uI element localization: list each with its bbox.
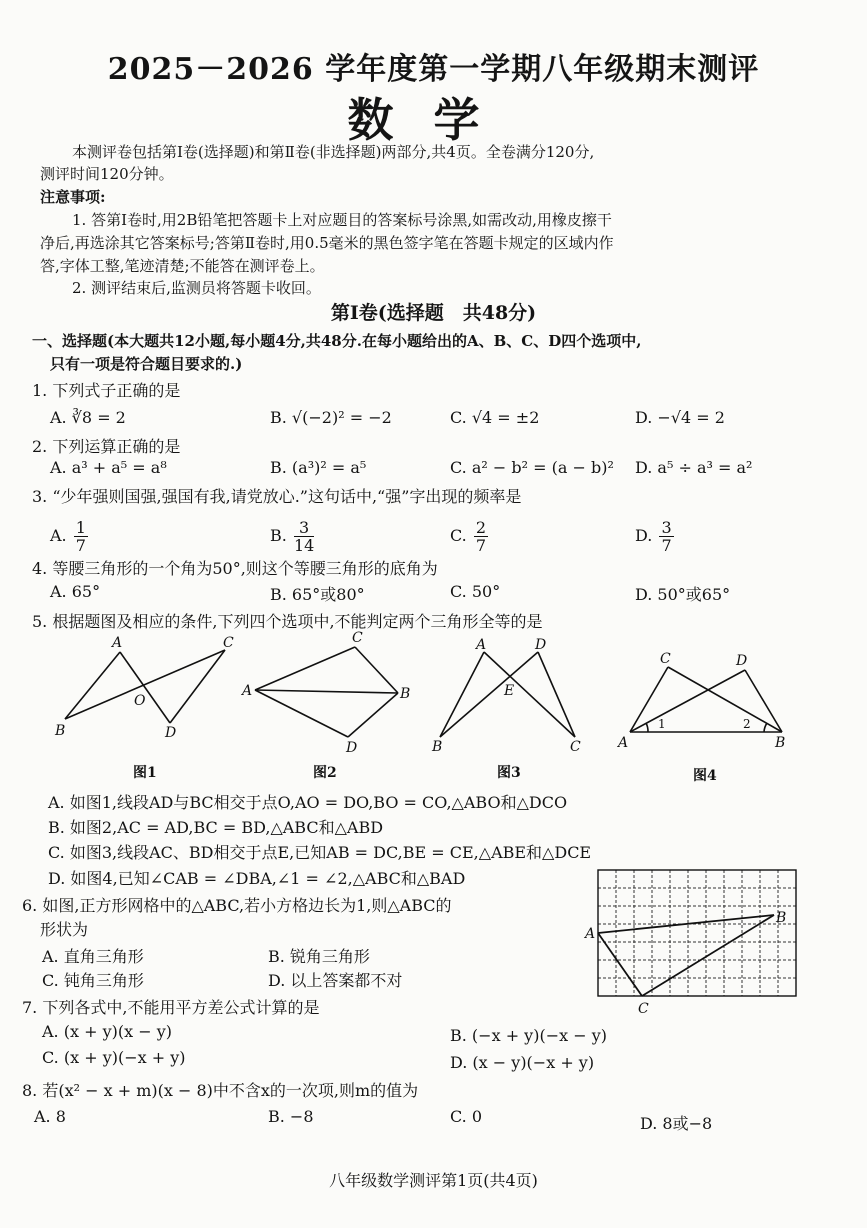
notes-item1-l2: 净后,再选涂其它答案标号;答第Ⅱ卷时,用0.5毫米的黑色签字笔在答题卡规定的区域内作: [40, 234, 614, 252]
q5-option-a: A. 如图1,线段AD与BC相交于点O,AO = DO,BO = CO,△ABO和△DCO: [48, 793, 568, 812]
q1-option-c: C. √4 = ±2: [450, 408, 540, 427]
q4-option-a: A. 65°: [50, 582, 101, 601]
fig3-caption: 图3: [497, 765, 521, 781]
fig2-label-a: A: [242, 683, 253, 699]
q7-option-c: C. (x + y)(−x + y): [42, 1048, 186, 1067]
q6-triangle: [598, 915, 774, 996]
page-footer: 八年级数学测评第1页(共4页): [329, 1171, 538, 1190]
q6-option-d: D. 以上答案都不对: [268, 971, 403, 990]
q7-stem: 7. 下列各式中,不能用平方差公式计算的是: [22, 998, 320, 1017]
q5-figures: [0, 625, 867, 785]
q3-stem: 3. “少年强则国强,强国有我,请党放心.”这句话中,“强”字出现的频率是: [32, 487, 522, 506]
intro-line1: 本测评卷包括第Ⅰ卷(选择题)和第Ⅱ卷(非选择题)两部分,共4页。全卷满分120分,: [72, 143, 595, 161]
q4-option-d: D. 50°或65°: [635, 585, 731, 604]
q3-option-c: C. $\frac{2}{7}$: [450, 518, 487, 555]
q6-label-c: C: [638, 1001, 649, 1017]
fig1-label-d: D: [165, 725, 177, 741]
fig3-label-d: D: [535, 637, 547, 653]
q7-option-d: D. (x − y)(−x + y): [450, 1053, 595, 1072]
q1-option-a: A. ∛8 = 2: [50, 408, 126, 427]
fig2-caption: 图2: [313, 765, 337, 781]
q2-option-c: C. a² − b² = (a − b)²: [450, 458, 614, 477]
fig2-label-b: B: [400, 686, 411, 702]
q2-option-a: A. a³ + a⁵ = a⁸: [50, 458, 167, 477]
q8-option-a: A. 8: [34, 1107, 66, 1126]
notes-item1-l1: 1. 答第Ⅰ卷时,用2B铅笔把答题卡上对应题目的答案标号涂黑,如需改动,用橡皮擦干: [72, 211, 612, 229]
q1-option-b: B. √(−2)² = −2: [270, 408, 392, 427]
q6-stem-l2: 形状为: [40, 920, 89, 939]
q6-grid-lines: [598, 870, 796, 996]
fig3-label-e: E: [504, 683, 515, 699]
fig2-label-d: D: [346, 740, 358, 756]
notes-heading: 注意事项:: [40, 188, 106, 206]
q8-option-d: D. 8或−8: [640, 1114, 713, 1133]
fig1-label-c: C: [223, 635, 234, 651]
fig3-label-a: A: [476, 637, 487, 653]
q5-option-b: B. 如图2,AC = AD,BC = BD,△ABC和△ABD: [48, 818, 384, 837]
q4-option-c: C. 50°: [450, 582, 501, 601]
exam-title: 2025－2026 学年度第一学期八年级期末测评: [107, 52, 760, 87]
fig3-label-b: B: [432, 739, 443, 755]
q3-option-d: D. $\frac{3}{7}$: [635, 518, 672, 555]
q2-option-b: B. (a³)² = a⁵: [270, 458, 367, 477]
fig4-angle-2: 2: [743, 717, 751, 731]
section-instruction-l2: 只有一项是符合题目要求的.): [50, 355, 243, 373]
fig4-label-b: B: [775, 735, 786, 751]
notes-item2: 2. 测评结束后,监测员将答题卡收回。: [72, 279, 321, 297]
q5-option-d: D. 如图4,已知∠CAB = ∠DBA,∠1 = ∠2,△ABC和△BAD: [48, 869, 466, 888]
q8-option-b: B. −8: [268, 1107, 314, 1126]
fig1-caption: 图1: [133, 765, 157, 781]
q6-option-b: B. 锐角三角形: [268, 947, 370, 966]
fig4-angle-1: 1: [658, 717, 666, 731]
q5-option-c: C. 如图3,线段AC、BD相交于点E,已知AB = DC,BE = CE,△ABE和△DCE: [48, 843, 592, 862]
q2-option-d: D. a⁵ ÷ a³ = a²: [635, 458, 753, 477]
fig2-label-c: C: [352, 630, 363, 646]
figure-1: [65, 650, 225, 723]
q5-stem: 5. 根据题图及相应的条件,下列四个选项中,不能判定两个三角形全等的是: [32, 612, 543, 631]
intro-line2: 测评时间120分钟。: [40, 165, 174, 183]
section-title: 第Ⅰ卷(选择题 共48分): [330, 302, 537, 324]
figure-2: [255, 647, 398, 737]
q8-stem: 8. 若(x² − x + m)(x − 8)中不含x的一次项,则m的值为: [22, 1081, 419, 1100]
q6-grid-figure: [580, 860, 805, 1020]
q2-stem: 2. 下列运算正确的是: [32, 437, 181, 456]
section-instruction-l1: 一、选择题(本大题共12小题,每小题4分,共48分.在每小题给出的A、B、C、D四个选项中,: [32, 332, 642, 350]
fig4-label-a: A: [618, 735, 629, 751]
fig1-label-a: A: [112, 635, 123, 651]
q3-option-a: A. $\frac{1}{7}$: [50, 518, 86, 555]
q6-label-a: A: [585, 926, 596, 942]
fig4-label-c: C: [660, 651, 671, 667]
subject-title: 数学: [347, 93, 520, 147]
q4-option-b: B. 65°或80°: [270, 585, 365, 604]
q8-option-c: C. 0: [450, 1107, 483, 1126]
notes-item1-l3: 答,字体工整,笔迹清楚;不能答在测评卷上。: [40, 257, 325, 275]
fig3-label-c: C: [570, 739, 581, 755]
q1-option-d: D. −√4 = 2: [635, 408, 725, 427]
q7-option-b: B. (−x + y)(−x − y): [450, 1026, 607, 1045]
fig4-label-d: D: [736, 653, 748, 669]
q6-grid-border: [598, 870, 796, 996]
q3-option-b: B. $\frac{3}{14}$: [270, 518, 315, 555]
q6-option-c: C. 钝角三角形: [42, 971, 144, 990]
q6-stem-l1: 6. 如图,正方形网格中的△ABC,若小方格边长为1,则△ABC的: [22, 896, 452, 915]
q6-option-a: A. 直角三角形: [42, 947, 144, 966]
q6-label-b: B: [776, 910, 787, 926]
fig4-caption: 图4: [693, 768, 717, 784]
q4-stem: 4. 等腰三角形的一个角为50°,则这个等腰三角形的底角为: [32, 559, 438, 578]
q1-stem: 1. 下列式子正确的是: [32, 381, 181, 400]
fig1-label-b: B: [55, 723, 66, 739]
figure-4: [630, 667, 782, 732]
fig1-label-o: O: [134, 693, 146, 709]
q7-option-a: A. (x + y)(x − y): [42, 1022, 172, 1041]
